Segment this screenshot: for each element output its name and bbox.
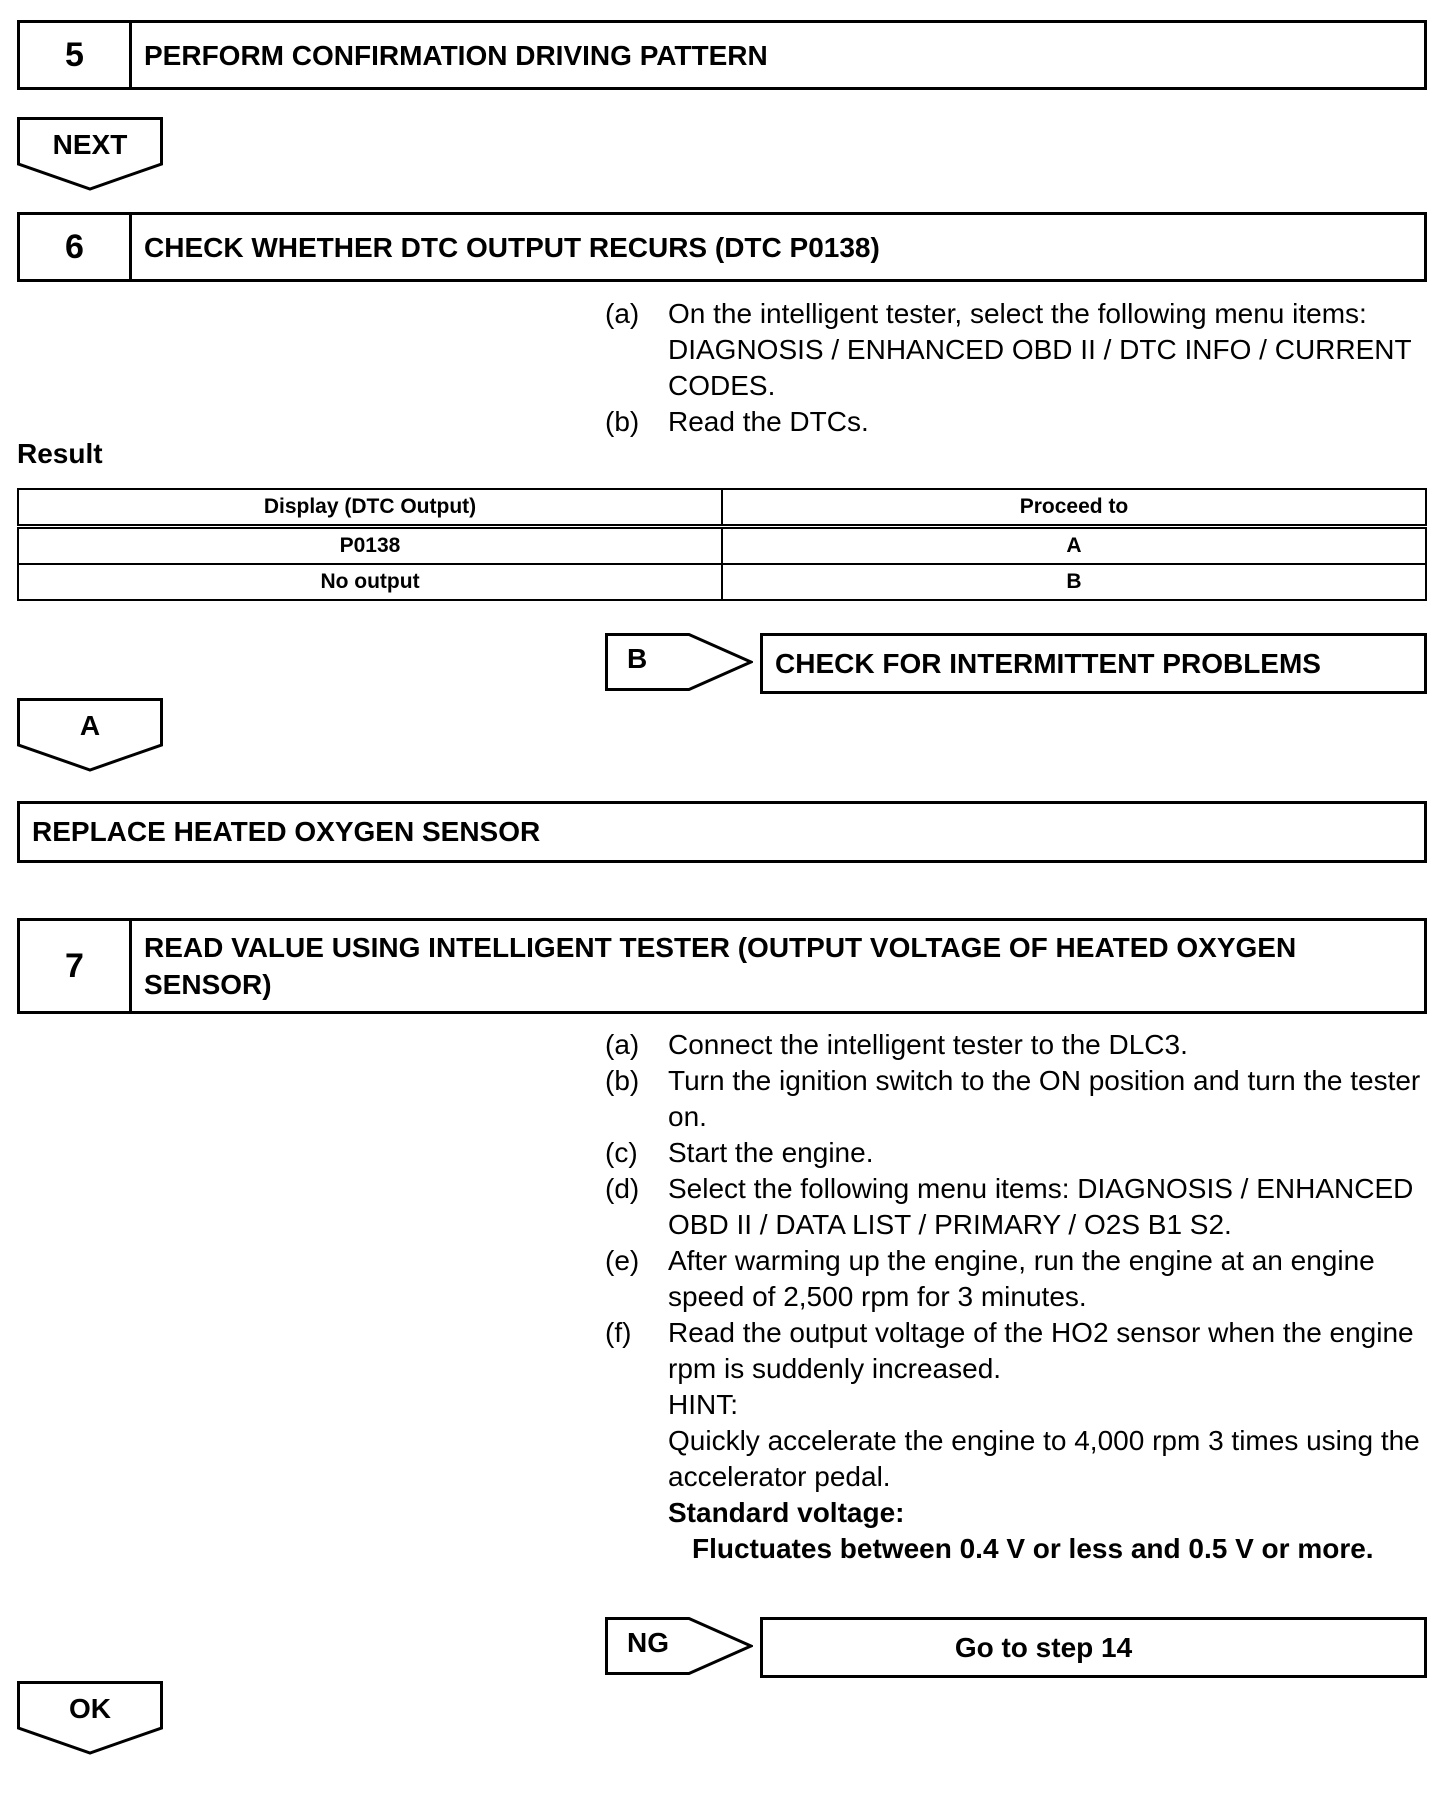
- replace-text: REPLACE HEATED OXYGEN SENSOR: [32, 816, 541, 847]
- step-number: 6: [20, 215, 132, 279]
- a-label: A: [79, 710, 101, 741]
- b-label: B: [627, 643, 648, 674]
- ok-label: OK: [69, 1693, 111, 1724]
- hint-label: HINT:: [668, 1389, 738, 1420]
- step-title: READ VALUE USING INTELLIGENT TESTER (OUTPUT VOLTAGE OF HEATED OXYGEN SENSOR): [144, 932, 1297, 1000]
- list-item: [605, 1063, 1435, 1135]
- next-arrow[interactable]: [17, 117, 163, 191]
- step-number: 7: [20, 921, 132, 1011]
- item-text: On the intelligent tester, select the following menu items: DIAGNOSIS / ENHANCED OBD II / DTC INFO / CURRENT CODES.: [668, 298, 1412, 401]
- item-label: (c): [605, 1137, 638, 1168]
- ng-label: NG: [627, 1627, 669, 1658]
- item-text-block: [668, 1315, 1435, 1567]
- result-table: [17, 488, 1427, 601]
- item-text: Connect the intelligent tester to the DLC3.: [668, 1029, 1188, 1060]
- ng-target-text: Go to step 14: [954, 1631, 1133, 1663]
- table-header-row: [18, 489, 1426, 527]
- item-text: After warming up the engine, run the engine at an engine speed of 2,500 rpm for 3 minutes.: [668, 1245, 1375, 1312]
- step-7-instructions: [605, 1027, 1435, 1567]
- item-label: (a): [605, 298, 640, 329]
- next-label: NEXT: [52, 129, 128, 160]
- a-arrow[interactable]: [17, 698, 163, 772]
- list-item: [605, 1171, 1435, 1243]
- b-branch-arrow[interactable]: [605, 633, 753, 691]
- item-label: (d): [605, 1173, 640, 1204]
- list-item: [605, 1135, 1435, 1171]
- step-title: CHECK WHETHER DTC OUTPUT RECURS (DTC P0138): [144, 231, 880, 263]
- b-target-box: [760, 633, 1427, 694]
- list-item: [605, 1027, 1435, 1063]
- hint-text: Quickly accelerate the engine to 4,000 rpm 3 times using the accelerator pedal.: [668, 1425, 1420, 1492]
- ng-target-box: [760, 1617, 1427, 1678]
- column-header: Proceed to: [722, 489, 1426, 527]
- item-label: (e): [605, 1245, 640, 1276]
- ok-arrow[interactable]: [17, 1681, 163, 1755]
- table-row: [18, 564, 1426, 600]
- table-cell: B: [722, 564, 1426, 600]
- b-target-text: CHECK FOR INTERMITTENT PROBLEMS: [775, 647, 1321, 679]
- table-cell: A: [722, 527, 1426, 565]
- item-text: Read the output voltage of the HO2 sensor when the engine rpm is suddenly increased.: [668, 1317, 1414, 1384]
- step-6-instructions: [605, 296, 1435, 440]
- item-text: Start the engine.: [668, 1137, 874, 1168]
- list-item: [605, 1315, 1435, 1567]
- standard-voltage-value: Fluctuates between 0.4 V or less and 0.5 V or more.: [692, 1533, 1374, 1564]
- replace-sensor-box: [17, 801, 1427, 863]
- list-item: [605, 404, 1435, 440]
- table-cell: No output: [18, 564, 722, 600]
- result-heading: Result: [17, 438, 103, 469]
- item-text: Select the following menu items: DIAGNOSIS / ENHANCED OBD II / DATA LIST / PRIMARY / O2S B1 S2.: [668, 1173, 1414, 1240]
- item-text: Turn the ignition switch to the ON position and turn the tester on.: [668, 1065, 1421, 1132]
- step-number: 5: [20, 23, 132, 87]
- list-item: [605, 1243, 1435, 1315]
- standard-voltage-label: Standard voltage:: [668, 1497, 905, 1528]
- table-cell: P0138: [18, 527, 722, 565]
- item-label: (b): [605, 1065, 640, 1096]
- list-item: [605, 296, 1435, 404]
- ng-branch-arrow[interactable]: [605, 1617, 753, 1675]
- item-label: (f): [605, 1317, 632, 1348]
- step-7-header: [17, 918, 1427, 1014]
- item-label: (a): [605, 1029, 640, 1060]
- step-5-header: [17, 20, 1427, 90]
- table-row: [18, 527, 1426, 565]
- step-6-header: [17, 212, 1427, 282]
- step-title: PERFORM CONFIRMATION DRIVING PATTERN: [144, 39, 768, 71]
- item-text: Read the DTCs.: [668, 406, 869, 437]
- column-header: Display (DTC Output): [18, 489, 722, 527]
- item-label: (b): [605, 406, 640, 437]
